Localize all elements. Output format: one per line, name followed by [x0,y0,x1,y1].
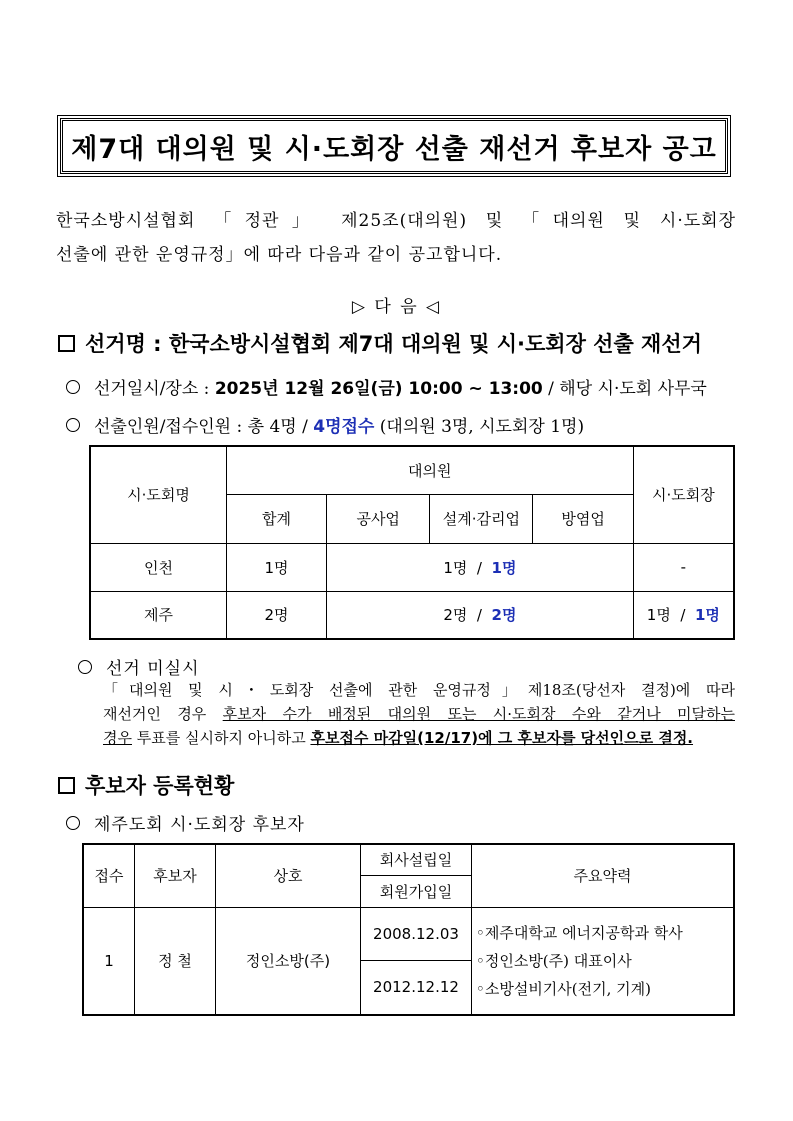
row-received: 1명 [491,558,517,577]
note-line-3-c: 후보접수 마감일(12/17)에 그 후보자를 당선인으로 결정. [310,729,694,747]
row-delegate-cell [327,591,634,639]
header-candidate: 후보자 [135,844,216,907]
header-region: 시·도회명 [90,446,226,543]
career-item: ◦정인소방(주) 대표이사 [476,951,632,970]
table-row [90,591,734,639]
row-quota: 2명 [443,606,468,625]
row-chair-cell [633,591,734,639]
header-joined: 회원가입일 [361,875,472,907]
intro-line-2: 선출에 관한 운영규정」에 따라 다음과 같이 공고합니다. [56,245,503,265]
section-candidates-heading: 후보자 등록현황 [85,774,235,798]
note-line-1: 「대의원 및 시・도회장 선출에 관한 운영규정」제18조(당선자 결정)에 따라 [103,681,735,699]
row-chair: - [633,543,734,591]
row-delegate-cell [327,543,634,591]
row-total: 2명 [226,591,326,639]
quota-line [66,412,584,437]
row-chair-sep: / [680,606,686,625]
candidates-sub-line [66,810,305,835]
row-sep: / [476,558,482,577]
header-no: 접수 [83,844,135,907]
quota-label: 선출인원/접수인원 : 총 4명 / [94,417,308,437]
section-election-name [58,328,702,358]
row-received: 2명 [491,606,517,625]
row-total: 1명 [226,543,326,591]
career-item: ◦제주대학교 에너지공학과 학사 [476,923,683,942]
header-career: 주요약력 [472,844,735,907]
row-chair-quota: 1명 [646,606,671,625]
row-joined: 2012.12.12 [361,960,472,1015]
schedule-datetime: 2025년 12월 26일(금) 10:00 ~ 13:00 [214,379,543,399]
note-heading-line [78,654,200,679]
quota-detail: (대의원 3명, 시도회장 1명) [379,417,585,437]
row-no: 1 [83,907,135,1015]
row-chair-received: 1명 [694,606,720,625]
circle-bullet-icon [66,816,80,830]
schedule-place: / 해당 시·도회 사무국 [548,379,707,399]
header-fire: 방염업 [533,494,633,543]
header-design: 설계·감리업 [430,494,533,543]
checkbox-square-icon [58,777,75,794]
table-row [83,907,734,960]
candidate-table [82,843,735,1016]
notice-marker: ▷ 다 음 ◁ [351,297,442,317]
header-founded: 회사설립일 [361,844,472,875]
row-candidate: 정 철 [135,907,216,1015]
row-career [472,907,735,1015]
schedule-line [66,374,707,399]
quota-table [89,445,735,640]
note-heading: 선거 미실시 [106,659,200,679]
note-line-3 [103,726,735,750]
note-line-3-a: 경우 [103,729,132,747]
checkbox-square-icon [58,335,75,352]
intro-line-1: 한국소방시설협회 「정관」 제25조(대의원) 및 「대의원 및 시·도회장 [56,211,736,231]
row-sep: / [476,606,482,625]
row-company: 정인소방(주) [216,907,361,1015]
note-line-2-b: 후보자 수가 배정된 대의원 또는 시·도회장 수와 같거나 미달하는 [222,705,735,723]
note-line-2 [103,702,735,726]
header-delegate: 대의원 [226,446,633,494]
header-construction: 공사업 [327,494,430,543]
quota-received: 4명접수 [313,417,375,437]
section-candidates [58,770,234,800]
page-title: 제7대 대의원 및 시·도회장 선출 재선거 후보자 공고 [60,118,728,174]
header-company: 상호 [216,844,361,907]
circle-bullet-icon [66,380,80,394]
section-election-heading: 선거명 : 한국소방시설협회 제7대 대의원 및 시·도회장 선출 재선거 [85,332,702,356]
circle-bullet-icon [78,660,92,674]
table-row [90,543,734,591]
candidates-sub: 제주도회 시·도회장 후보자 [94,815,305,835]
schedule-label: 선거일시/장소 : [94,379,210,399]
header-chair: 시·도회장 [633,446,734,543]
note-line-2-a: 재선거인 경우 [103,705,223,723]
header-total: 합계 [226,494,326,543]
row-region: 제주 [90,591,226,639]
circle-bullet-icon [66,418,80,432]
row-quota: 1명 [443,558,468,577]
career-item: ◦소방설비기사(전기, 기계) [476,979,651,998]
row-founded: 2008.12.03 [361,907,472,960]
row-region: 인천 [90,543,226,591]
note-line-3-b: 투표를 실시하지 아니하고 [131,729,311,747]
